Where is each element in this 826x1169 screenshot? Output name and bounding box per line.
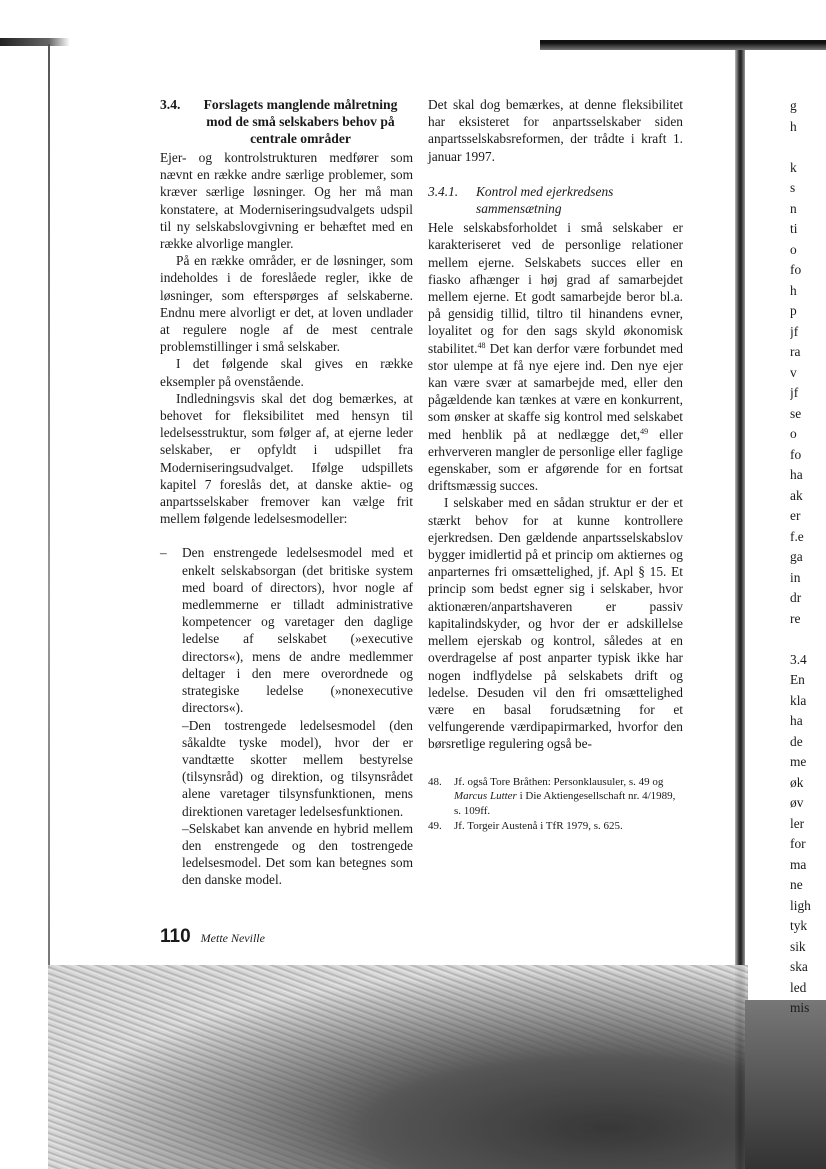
section-heading (160, 96, 413, 147)
facing-page-line: f.e (790, 528, 804, 544)
facing-page-line: øk (790, 774, 804, 790)
facing-page-line: o (790, 241, 797, 257)
facing-page-line: fo (790, 446, 802, 462)
paragraph: I det følgende skal gives en række eksempler på ovenstående. (160, 356, 413, 389)
page-footer (160, 926, 265, 948)
paragraph: Det skal dog bemærkes, at denne fleksibilitet har eksisteret for anpartsselskaber siden anpartsselskabsreformen, der trådte i kraft 1. januar 1997. (428, 97, 683, 164)
facing-page-line: de (790, 733, 803, 749)
paragraph: Hele selskabsforholdet i små selskaber er karakteriseret ved de personlige relationer mellem ejerne. Selskabets succes eller en fiasko afhænger i høj grad af samarbejdet mellem ejerne. Et godt samarbejde beror bl.a. på gensidig tillid, tiltro til hinandens evner, loyalitet og for den sags skyld økonomisk stabilitet.$^{48}$ Det kan derfor være forbundet med stor ulempe at få nye ejere ind. Den nye ejer kan være svær at samarbejde med, eller den pågældende kan tænkes at være en konkurrent, som ønsker at skaffe sig kontrol med selskabet med henblik på at nedlægge det,$^{49}$ eller erhververen mangler de personlige eller faglige egenskaber, som er afgørende for en fortsat driftsmæssig succes. (428, 220, 683, 494)
running-author: Mette Neville (200, 931, 265, 945)
footnote-text: Jf. også Tore Bråthen: Personklausuler, s. 49 og Marcus Lutter i Die Aktiengesellschaft nr. 4/1989, s. 109ff. (454, 775, 676, 817)
list-item-text: –Den tostrengede ledelsesmodel (den såkaldte tyske model), hvor der er vandtætte skotter mellem bestyrelse (tilsynsråd) og direktion, og tilsynsrådet alene varetager tilsynsfunktionen, mens direktionen varetager ledelsesfunktionen. (182, 717, 413, 819)
facing-page-line: ti (790, 221, 798, 236)
right-column (428, 96, 683, 835)
list-item-text: Den enstrengede ledelsesmodel med et enkelt selskabsorgan (det britiske system med board of directors), hvor nogle af medlemmerne er tilladt administrative kompetencer og varetager den daglige ledelse af selskabet (»executive directors«), mens de andre medlemmer deltager i den mere overordnede og strategiske ledelse (»nonexecutive directors«). (182, 545, 413, 716)
facing-page-line: g (790, 98, 797, 113)
page-number: 110 (160, 926, 191, 947)
facing-page-line: 3.4 (790, 651, 807, 667)
paragraph: Ejer- og kontrolstrukturen medfører som nævnt en række andre særlige problemer, som kræver særlige løsninger. Og her må man konstatere, at Moderniseringsudvalgets udspil til ny selskabslovgivning er behæftet med en række alvorlige mangler. (160, 150, 413, 252)
facing-page-line: ha (790, 467, 803, 482)
list-item-text: –Selskabet kan anvende en hybrid mellem den enstrengede og den tostrengede ledelsesmodel. Det som kan betegnes som den danske model. (182, 820, 413, 888)
facing-page-line: ha (790, 713, 803, 728)
facing-page-line: kla (790, 692, 807, 708)
paragraph: Indledningsvis skal det dog bemærkes, at behovet for fleksibilitet med hensyn til ledelsesstruktur, som følger af, at ejerne leder selskaber, er opfyldt i udspillet fra Moderniseringsudvalget. Ifølge udspillets kapitel 7 foreslås det, at danske aktie- og anpartsselskaber fremover kan vælge frit mellem følgende ledelsesmodeller: (160, 390, 413, 527)
footnote-ref: 49 (640, 426, 649, 436)
facing-page-line: dr (790, 590, 802, 605)
facing-page-line: ak (790, 487, 803, 503)
facing-page-line: ligh (790, 897, 811, 913)
footnote-number: 49. (428, 820, 442, 833)
facing-page-line: ra (790, 344, 801, 359)
footnote-ref: 48 (477, 340, 486, 350)
facing-page-line: for (790, 836, 806, 851)
scan-bottom-shadow (48, 965, 748, 1169)
list-marker (160, 820, 182, 889)
list-marker (160, 717, 182, 820)
facing-page-line (790, 137, 826, 158)
section-number: 3.4. (160, 97, 181, 112)
governance-model-list (160, 544, 413, 888)
facing-page-line: ma (790, 856, 807, 872)
facing-page-line: ska (790, 959, 808, 974)
facing-page-line: jf (790, 385, 799, 400)
subsection-title: Kontrol med ejerkredsens sammensætning (476, 183, 614, 217)
facing-page-fragment (790, 96, 826, 1019)
subsection-heading (428, 183, 683, 217)
footnote (428, 775, 683, 819)
facing-page-line: ler (790, 815, 805, 831)
facing-page-line: En (790, 672, 805, 687)
scan-edge-shadow (0, 38, 70, 46)
list-item (160, 544, 413, 716)
footnote-text: Jf. Torgeir Austenå i TfR 1979, s. 625. (454, 820, 623, 833)
facing-page-line: sik (790, 938, 806, 954)
facing-page-line: h (790, 118, 797, 134)
footnote-number: 48. (428, 775, 442, 788)
facing-page-line: s (790, 180, 796, 195)
facing-page-line: k (790, 159, 797, 175)
facing-page-line: øv (790, 795, 804, 810)
facing-page-line: re (790, 610, 801, 626)
scan-bottom-shadow (745, 1000, 826, 1169)
paragraph: På en række områder, er de løsninger, som indeholdes i de foreslåede regler, ikke de løsninger, som efterspørges af selskaberne. Endnu mere alvorligt er det, at loven undlader at regulere nogle af de mest centrale problemstillinger i små selskaber. (160, 253, 413, 355)
facing-page-line: p (790, 303, 797, 318)
facing-page-line: o (790, 426, 797, 441)
facing-page-line: h (790, 282, 797, 298)
facing-page-line: se (790, 405, 802, 421)
facing-page-line: me (790, 754, 807, 769)
facing-page-line: mis (790, 1000, 810, 1015)
subsection-number: 3.4.1. (428, 183, 459, 199)
footnote (428, 819, 683, 834)
facing-page-line: ga (790, 549, 803, 564)
facing-page-line: fo (790, 262, 802, 277)
list-marker: – (160, 545, 167, 561)
facing-page-line: er (790, 508, 801, 523)
paragraph: I selskaber med en sådan struktur er der et stærkt behov for at kunne kontrollere ejerkredsen. Den gældende anpartsselskabslov bygger imidlertid på et princip om aktiernes og anparternes fri omsættelighed, jf. Apl § 15. Et princip som bedst egner sig i selskaber, hvor aktionæren/anpartshaveren er passiv kapitalindskyder, og hvor der er adskillelse mellem ejerskab og kontrol, således at en overdragelse af post anparter typisk ikke har nogen indflydelse på selskabets drift og ledelse. Desuden vil den fri omsættelighed være en basal forudsætning for et velfungerende værdipapirmarked, hvorfor den børsretlige regulering også be- (428, 495, 683, 752)
facing-page-line: jf (790, 323, 799, 339)
scan-edge-shadow (540, 40, 826, 50)
left-column (160, 96, 413, 889)
facing-page-line: led (790, 979, 807, 995)
footnotes (428, 775, 683, 834)
facing-page-line: n (790, 200, 797, 216)
facing-page-line: in (790, 569, 801, 585)
facing-page-line: ne (790, 877, 803, 892)
facing-page-line: tyk (790, 918, 808, 933)
list-item (160, 820, 413, 889)
facing-page-line: v (790, 364, 797, 380)
section-title: Forslagets manglende målretning mod de små selskabers behov på centrale områder (203, 97, 398, 146)
facing-page-line (790, 629, 826, 650)
list-item (160, 717, 413, 820)
page-edge (48, 44, 50, 969)
